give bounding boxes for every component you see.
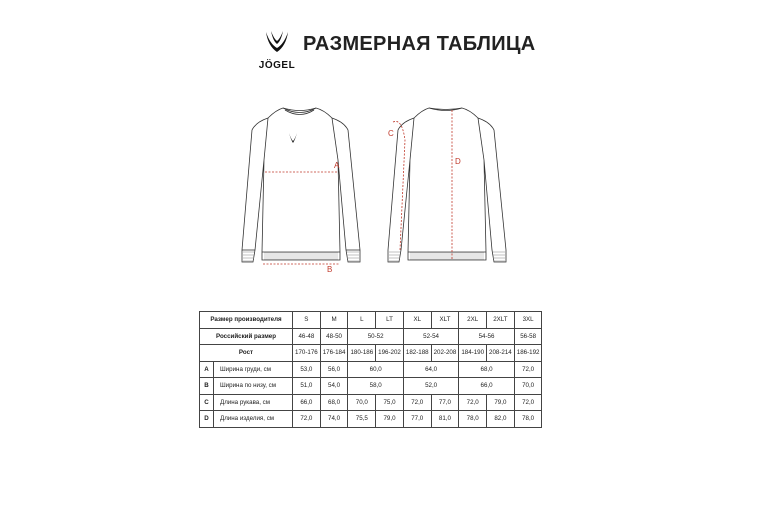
page-title: РАЗМЕРНАЯ ТАБЛИЦА <box>303 33 536 55</box>
row-letter: D <box>200 411 214 428</box>
value-cell: 53,0 <box>293 361 321 378</box>
size-cell: 2XLT <box>487 312 515 329</box>
russian-label: Российский размер <box>200 328 293 345</box>
row-letter: C <box>200 394 214 411</box>
value-cell: 54,0 <box>320 378 348 395</box>
measure-b-label: B <box>327 265 333 274</box>
value-cell: 77,0 <box>403 411 431 428</box>
value-cell: 56,0 <box>320 361 348 378</box>
value-cell: 72,0 <box>514 361 542 378</box>
value-cell: 70,0 <box>348 394 376 411</box>
value-cell: 72,0 <box>403 394 431 411</box>
value-cell: 82,0 <box>487 411 515 428</box>
value-cell: 72,0 <box>514 394 542 411</box>
value-cell: 81,0 <box>431 411 459 428</box>
height-label: Рост <box>200 345 293 362</box>
value-cell: 74,0 <box>320 411 348 428</box>
value-cell: 68,0 <box>320 394 348 411</box>
value-cell: 66,0 <box>459 378 514 395</box>
measure-c-label: C <box>388 129 394 138</box>
row-name: Ширина по низу, см <box>214 378 293 395</box>
value-cell: 64,0 <box>403 361 458 378</box>
size-cell: 2XL <box>459 312 487 329</box>
brand-logo <box>256 30 298 76</box>
row-name: Ширина груди, см <box>214 361 293 378</box>
table-row-manufacturer <box>200 312 542 329</box>
height-cell: 184-190 <box>459 345 487 362</box>
value-cell: 51,0 <box>293 378 321 395</box>
front-sweater <box>242 108 360 262</box>
size-cell: L <box>348 312 376 329</box>
row-name: Длина рукава, см <box>214 394 293 411</box>
value-cell: 52,0 <box>403 378 458 395</box>
size-table <box>199 311 542 428</box>
height-cell: 182-188 <box>403 345 431 362</box>
measure-a-label: A <box>334 161 340 170</box>
value-cell: 75,0 <box>376 394 404 411</box>
value-cell: 60,0 <box>348 361 403 378</box>
value-cell: 70,0 <box>514 378 542 395</box>
height-cell: 202-208 <box>431 345 459 362</box>
height-cell: 176-184 <box>320 345 348 362</box>
value-cell: 72,0 <box>459 394 487 411</box>
size-cell: M <box>320 312 348 329</box>
header-label: Размер производителя <box>200 312 293 329</box>
size-cell: XLT <box>431 312 459 329</box>
height-cell: 196-202 <box>376 345 404 362</box>
measure-d-label: D <box>455 157 461 166</box>
table-row-b <box>200 378 542 395</box>
table-row-a <box>200 361 542 378</box>
table-row-height <box>200 345 542 362</box>
value-cell: 58,0 <box>348 378 403 395</box>
russian-size-cell: 52-54 <box>403 328 458 345</box>
value-cell: 75,5 <box>348 411 376 428</box>
table-row-russian <box>200 328 542 345</box>
russian-size-cell: 48-50 <box>320 328 348 345</box>
size-cell: S <box>293 312 321 329</box>
height-cell: 186-192 <box>514 345 542 362</box>
size-cell: XL <box>403 312 431 329</box>
row-letter: B <box>200 378 214 395</box>
value-cell: 78,0 <box>514 411 542 428</box>
table-row-d <box>200 411 542 428</box>
size-cell: LT <box>376 312 404 329</box>
value-cell: 79,0 <box>487 394 515 411</box>
value-cell: 72,0 <box>293 411 321 428</box>
height-cell: 170-176 <box>293 345 321 362</box>
russian-size-cell: 54-56 <box>459 328 514 345</box>
value-cell: 68,0 <box>459 361 514 378</box>
height-cell: 180-186 <box>348 345 376 362</box>
garment-diagram <box>240 100 530 280</box>
russian-size-cell: 46-48 <box>293 328 321 345</box>
jogel-logo-icon <box>264 30 290 60</box>
russian-size-cell: 50-52 <box>348 328 403 345</box>
row-name: Длина изделия, см <box>214 411 293 428</box>
size-cell: 3XL <box>514 312 542 329</box>
back-sweater <box>388 108 506 262</box>
value-cell: 77,0 <box>431 394 459 411</box>
logo-text: JÖGEL <box>258 60 296 71</box>
value-cell: 78,0 <box>459 411 487 428</box>
value-cell: 66,0 <box>293 394 321 411</box>
table-row-c <box>200 394 542 411</box>
row-letter: A <box>200 361 214 378</box>
russian-size-cell: 56-58 <box>514 328 542 345</box>
height-cell: 208-214 <box>487 345 515 362</box>
value-cell: 79,0 <box>376 411 404 428</box>
